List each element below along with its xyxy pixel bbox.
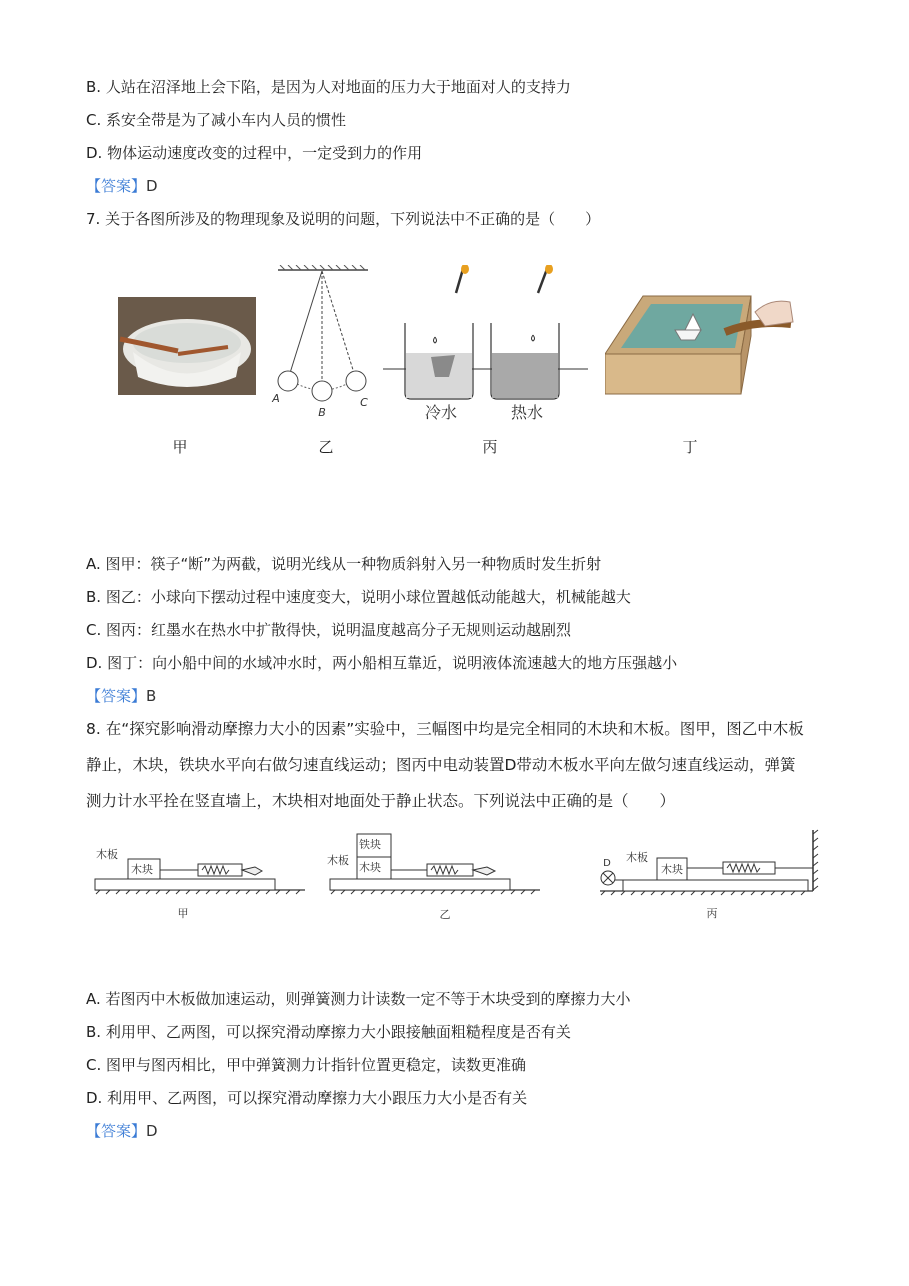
label-iron-yi: 铁块	[359, 838, 381, 851]
q6-option-b: B. 人站在沼泽地上会下陷，是因为人对地面的压力大于地面对人的支持力	[86, 78, 571, 96]
beaker-label-cold: 冷水	[424, 403, 457, 422]
answer-value: D	[146, 1122, 158, 1140]
label-board-jia: 木板	[96, 848, 118, 861]
q6-option-d: D. 物体运动速度改变的过程中，一定受到力的作用	[86, 144, 423, 162]
q8-option-c: C. 图甲与图丙相比，甲中弹簧测力计指针位置更稳定，读数更准确	[86, 1056, 527, 1074]
figure-jia-friction	[90, 845, 310, 895]
label-block-bing: 木块	[661, 863, 683, 876]
pendulum-label-a: A	[272, 392, 280, 405]
label-device-d: D	[603, 858, 611, 869]
pendulum-label-b: B	[318, 406, 326, 419]
answer-value: D	[146, 177, 158, 195]
q7-option-d: D. 图丁：向小船中间的水域冲水时，两小船相互靠近，说明液体流速越大的地方压强越小	[86, 654, 678, 672]
answer-tag: 【答案】	[86, 177, 147, 195]
caption-q8-jia: 甲	[177, 907, 189, 920]
beaker-label-hot: 热水	[510, 403, 543, 422]
q8-option-d: D. 利用甲、乙两图，可以探究滑动摩擦力大小跟压力大小是否有关	[86, 1089, 528, 1107]
q8-option-b: B. 利用甲、乙两图，可以探究滑动摩擦力大小跟接触面粗糙程度是否有关	[86, 1023, 571, 1041]
label-block-yi: 木块	[359, 861, 381, 874]
label-board-bing: 木板	[626, 851, 648, 864]
caption-q8-yi: 乙	[439, 908, 451, 921]
q7-option-c: C. 图丙：红墨水在热水中扩散得快，说明温度越高分子无规则运动越剧烈	[86, 621, 572, 639]
q7-option-b: B. 图乙：小球向下摆动过程中速度变大，说明小球位置越低动能越大，机械能越大	[86, 588, 631, 606]
q7-answer	[86, 686, 156, 706]
figure-ding-boats	[605, 292, 795, 397]
q6-option-c: C. 系安全带是为了减小车内人员的惯性	[86, 111, 347, 129]
caption-jia: 甲	[172, 438, 188, 456]
pendulum-label-c: C	[360, 396, 368, 409]
label-board-yi: 木板	[327, 854, 349, 867]
caption-q8-bing: 丙	[706, 907, 718, 920]
q6-answer	[86, 176, 158, 196]
answer-value: B	[146, 687, 157, 705]
figure-jia-chopstick-photo	[118, 297, 256, 395]
figure-bing-beakers	[383, 265, 588, 400]
q8-stem-line1: 8. 在“探究影响滑动摩擦力大小的因素”实验中，三幅图中均是完全相同的木块和木板。图甲，图乙中木板	[86, 720, 804, 738]
caption-yi: 乙	[318, 438, 334, 456]
q7-stem: 7. 关于各图所涉及的物理现象及说明的问题，下列说法中不正确的是（ ）	[86, 210, 601, 228]
q8-stem-line3: 测力计水平拴在竖直墙上，木块相对地面处于静止状态。下列说法中正确的是（ ）	[86, 792, 676, 810]
caption-ding: 丁	[682, 438, 698, 456]
answer-tag: 【答案】	[86, 687, 147, 705]
q8-stem-line2: 静止，木块，铁块水平向右做匀速直线运动；图丙中电动装置D带动木板水平向左做匀速直线运动，弹簧	[86, 756, 796, 774]
q7-option-a: A. 图甲：筷子“断”为两截，说明光线从一种物质斜射入另一种物质时发生折射	[86, 555, 602, 573]
answer-tag: 【答案】	[86, 1122, 147, 1140]
q8-answer	[86, 1121, 158, 1141]
label-block-jia: 木块	[131, 863, 153, 876]
caption-bing: 丙	[482, 438, 498, 456]
q8-option-a: A. 若图丙中木板做加速运动，则弹簧测力计读数一定不等于木块受到的摩擦力大小	[86, 990, 631, 1008]
